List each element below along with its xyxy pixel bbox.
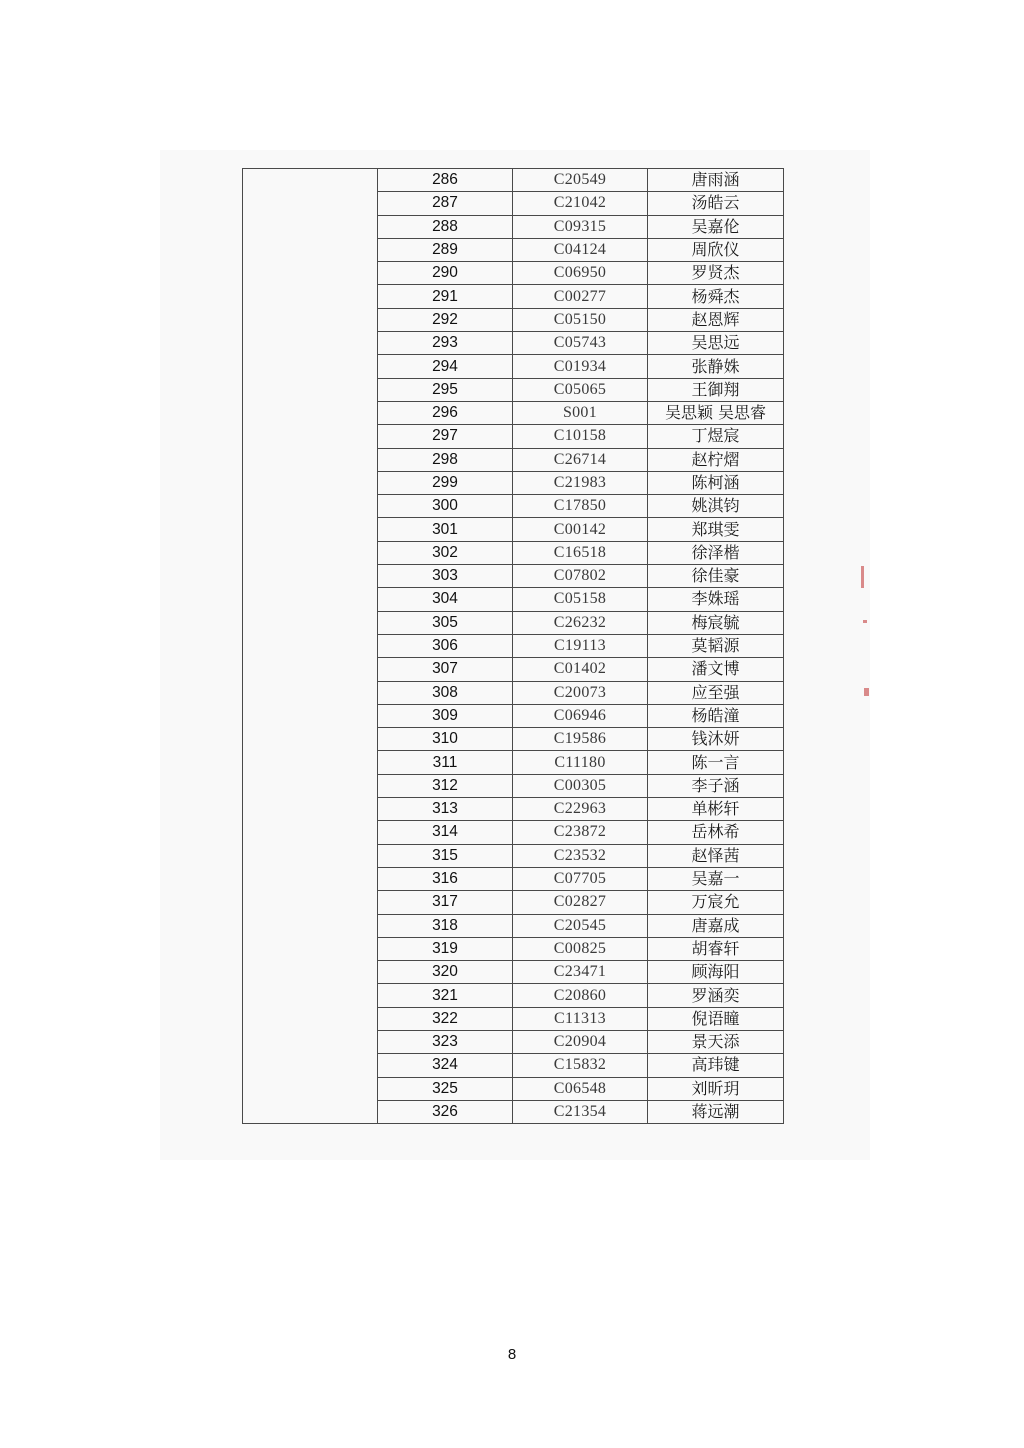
stamp-mark [864, 688, 869, 696]
row-number-cell: 309 [378, 704, 513, 727]
code-cell: C20549 [513, 169, 648, 192]
row-number-cell: 287 [378, 192, 513, 215]
code-cell: C19113 [513, 634, 648, 657]
row-number-cell: 295 [378, 378, 513, 401]
code-cell: C23872 [513, 821, 648, 844]
row-number-cell: 319 [378, 937, 513, 960]
row-number-cell: 326 [378, 1100, 513, 1123]
stamp-mark [861, 566, 864, 588]
name-cell: 万宸允 [648, 891, 784, 914]
name-cell: 赵恩辉 [648, 308, 784, 331]
name-cell: 吴思远 [648, 332, 784, 355]
name-cell: 杨舜杰 [648, 285, 784, 308]
row-number-cell: 308 [378, 681, 513, 704]
row-number-cell: 301 [378, 518, 513, 541]
code-cell: C17850 [513, 495, 648, 518]
row-number-cell: 324 [378, 1054, 513, 1077]
row-number-cell: 316 [378, 867, 513, 890]
code-cell: C05743 [513, 332, 648, 355]
code-cell: C19586 [513, 728, 648, 751]
name-cell: 徐泽楷 [648, 541, 784, 564]
code-cell: C01402 [513, 658, 648, 681]
name-cell: 胡睿轩 [648, 937, 784, 960]
code-cell: C00305 [513, 774, 648, 797]
name-cell: 郑琪雯 [648, 518, 784, 541]
name-cell: 吴思颖 吴思睿 [648, 401, 784, 424]
stamp-mark [863, 620, 867, 623]
name-cell: 蒋远潮 [648, 1100, 784, 1123]
code-cell: C21042 [513, 192, 648, 215]
row-number-cell: 286 [378, 169, 513, 192]
name-cell: 梅宸毓 [648, 611, 784, 634]
code-cell: C10158 [513, 425, 648, 448]
name-cell: 王御翔 [648, 378, 784, 401]
row-number-cell: 291 [378, 285, 513, 308]
name-cell: 陈柯涵 [648, 471, 784, 494]
row-number-cell: 315 [378, 844, 513, 867]
name-cell: 高玮键 [648, 1054, 784, 1077]
code-cell: C05065 [513, 378, 648, 401]
code-cell: C11180 [513, 751, 648, 774]
code-cell: C21354 [513, 1100, 648, 1123]
code-cell: C23471 [513, 961, 648, 984]
row-number-cell: 311 [378, 751, 513, 774]
code-cell: C02827 [513, 891, 648, 914]
name-cell: 张静姝 [648, 355, 784, 378]
roster-table-container [242, 168, 783, 1124]
row-number-cell: 300 [378, 495, 513, 518]
name-cell: 潘文博 [648, 658, 784, 681]
code-cell: C21983 [513, 471, 648, 494]
row-number-cell: 304 [378, 588, 513, 611]
roster-table-body [243, 169, 784, 1124]
name-cell: 周欣仪 [648, 238, 784, 261]
roster-table [242, 168, 784, 1124]
table-row [243, 169, 784, 192]
name-cell: 刘昕玥 [648, 1077, 784, 1100]
code-cell: C23532 [513, 844, 648, 867]
code-cell: C20073 [513, 681, 648, 704]
row-number-cell: 313 [378, 798, 513, 821]
row-number-cell: 289 [378, 238, 513, 261]
code-cell: C01934 [513, 355, 648, 378]
row-number-cell: 314 [378, 821, 513, 844]
name-cell: 罗涵奕 [648, 984, 784, 1007]
row-number-cell: 297 [378, 425, 513, 448]
row-number-cell: 288 [378, 215, 513, 238]
name-cell: 岳林希 [648, 821, 784, 844]
name-cell: 景天添 [648, 1030, 784, 1053]
row-number-cell: 307 [378, 658, 513, 681]
name-cell: 赵柠熠 [648, 448, 784, 471]
row-number-cell: 298 [378, 448, 513, 471]
row-number-cell: 320 [378, 961, 513, 984]
row-number-cell: 318 [378, 914, 513, 937]
name-cell: 单彬轩 [648, 798, 784, 821]
row-number-cell: 303 [378, 565, 513, 588]
group-cell-empty [243, 169, 378, 1124]
code-cell: C05158 [513, 588, 648, 611]
name-cell: 钱沐妍 [648, 728, 784, 751]
code-cell: C07705 [513, 867, 648, 890]
code-cell: C09315 [513, 215, 648, 238]
code-cell: C00277 [513, 285, 648, 308]
row-number-cell: 290 [378, 262, 513, 285]
row-number-cell: 296 [378, 401, 513, 424]
code-cell: C20904 [513, 1030, 648, 1053]
name-cell: 莫韬源 [648, 634, 784, 657]
code-cell: C20545 [513, 914, 648, 937]
code-cell: C22963 [513, 798, 648, 821]
code-cell: C07802 [513, 565, 648, 588]
name-cell: 汤皓云 [648, 192, 784, 215]
name-cell: 丁煜宸 [648, 425, 784, 448]
code-cell: C20860 [513, 984, 648, 1007]
row-number-cell: 306 [378, 634, 513, 657]
name-cell: 杨皓潼 [648, 704, 784, 727]
page-number: 8 [507, 1346, 517, 1363]
code-cell: C05150 [513, 308, 648, 331]
name-cell: 应至强 [648, 681, 784, 704]
name-cell: 姚淇钧 [648, 495, 784, 518]
row-number-cell: 292 [378, 308, 513, 331]
name-cell: 陈一言 [648, 751, 784, 774]
name-cell: 唐嘉成 [648, 914, 784, 937]
row-number-cell: 294 [378, 355, 513, 378]
row-number-cell: 323 [378, 1030, 513, 1053]
code-cell: S001 [513, 401, 648, 424]
code-cell: C15832 [513, 1054, 648, 1077]
code-cell: C26714 [513, 448, 648, 471]
code-cell: C06950 [513, 262, 648, 285]
code-cell: C06548 [513, 1077, 648, 1100]
row-number-cell: 293 [378, 332, 513, 355]
code-cell: C04124 [513, 238, 648, 261]
row-number-cell: 317 [378, 891, 513, 914]
code-cell: C06946 [513, 704, 648, 727]
name-cell: 徐佳豪 [648, 565, 784, 588]
code-cell: C26232 [513, 611, 648, 634]
row-number-cell: 322 [378, 1007, 513, 1030]
name-cell: 唐雨涵 [648, 169, 784, 192]
code-cell: C00825 [513, 937, 648, 960]
row-number-cell: 305 [378, 611, 513, 634]
code-cell: C16518 [513, 541, 648, 564]
name-cell: 吴嘉伦 [648, 215, 784, 238]
row-number-cell: 310 [378, 728, 513, 751]
code-cell: C11313 [513, 1007, 648, 1030]
row-number-cell: 321 [378, 984, 513, 1007]
name-cell: 赵怿茜 [648, 844, 784, 867]
name-cell: 吴嘉一 [648, 867, 784, 890]
row-number-cell: 325 [378, 1077, 513, 1100]
code-cell: C00142 [513, 518, 648, 541]
row-number-cell: 302 [378, 541, 513, 564]
row-number-cell: 299 [378, 471, 513, 494]
name-cell: 倪语瞳 [648, 1007, 784, 1030]
name-cell: 李姝瑶 [648, 588, 784, 611]
name-cell: 李子涵 [648, 774, 784, 797]
name-cell: 罗贤杰 [648, 262, 784, 285]
name-cell: 顾海阳 [648, 961, 784, 984]
row-number-cell: 312 [378, 774, 513, 797]
